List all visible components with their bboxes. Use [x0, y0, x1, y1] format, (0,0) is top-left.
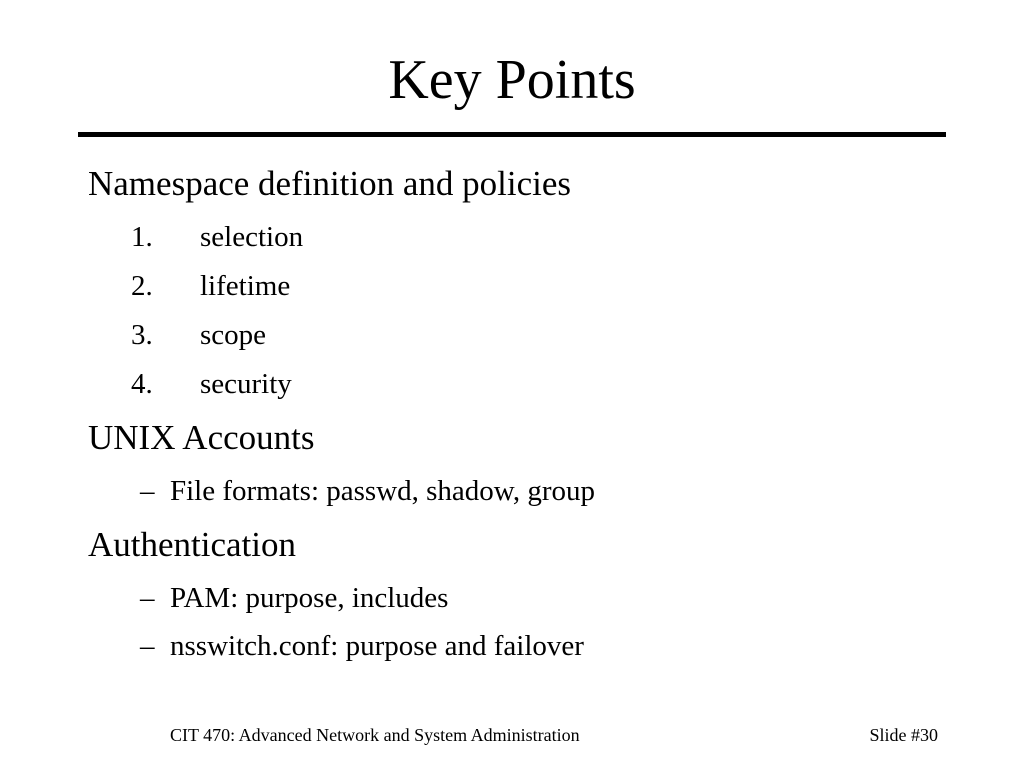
list-item-dash: –: [140, 582, 155, 614]
list-item-text: File formats: passwd, shadow, group: [170, 475, 596, 507]
list-item-dash: –: [140, 475, 155, 507]
list-item-text: lifetime: [200, 270, 291, 302]
list-item-number: 1.: [131, 221, 153, 253]
list-item-number: 3.: [131, 319, 153, 351]
footer-course-title: CIT 470: Advanced Network and System Administration: [170, 725, 580, 745]
list-item-number: 4.: [131, 368, 153, 400]
section-heading-namespace: Namespace definition and policies: [88, 164, 572, 203]
list-item-text: scope: [200, 319, 267, 351]
footer-slide-number: Slide #30: [869, 725, 938, 745]
list-item-dash: –: [140, 630, 155, 662]
list-item-text: PAM: purpose, includes: [170, 582, 449, 614]
list-item-text: nsswitch.conf: purpose and failover: [170, 630, 584, 662]
section-heading-authentication: Authentication: [88, 525, 297, 564]
list-item-number: 2.: [131, 270, 153, 302]
section-heading-unix-accounts: UNIX Accounts: [88, 418, 315, 457]
slide-title: Key Points: [388, 49, 636, 111]
list-item-text: selection: [200, 221, 304, 253]
list-item-text: security: [200, 368, 292, 400]
